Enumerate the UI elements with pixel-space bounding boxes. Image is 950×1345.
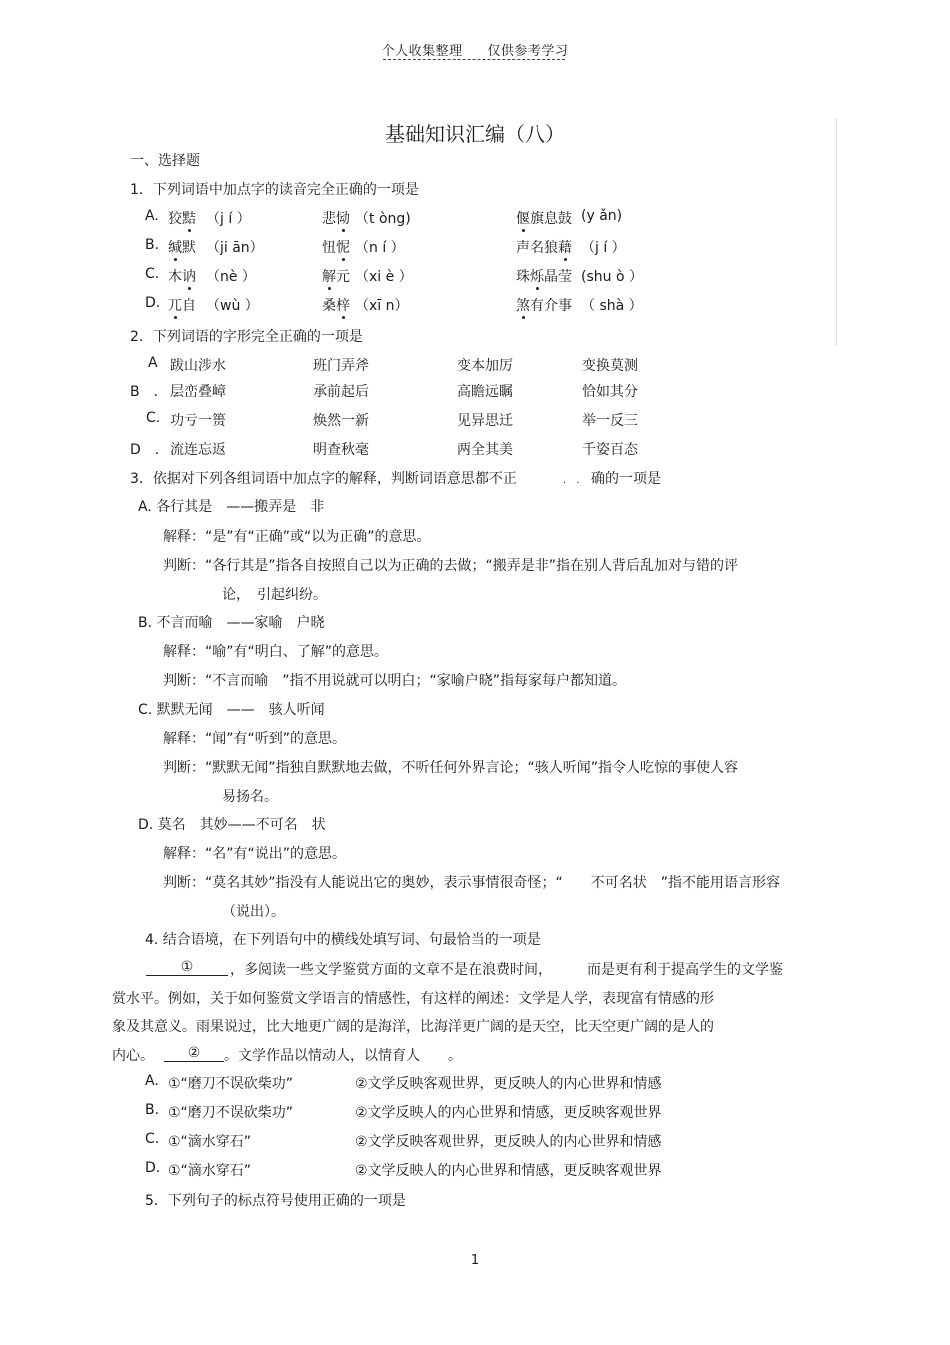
q3-option-d-head: D. 莫名 其妙——不可名 状: [138, 817, 326, 833]
page-header: [0, 40, 950, 59]
q3-option-d-explanation: 解释：“名”有“说出”的意思。: [163, 846, 347, 862]
q1-stem: 1．下列词语中加点字的读音完全正确的一项是: [130, 182, 419, 198]
q4-paragraph-line-3: 象及其意义。雨果说过，比大地更广阔的是海洋，比海洋更广阔的是天空，比天空更广阔的是人的: [112, 1019, 714, 1035]
q3-option-b-judgment: 判断：“不言而喻 ”指不用说就可以明白；“家喻户晓”指每家每户都知道。: [163, 673, 627, 689]
q3-option-d-judgment-cont: （说出）。: [222, 904, 285, 920]
q3-option-a-explanation: 解释：“是”有“正确”或“以为正确”的意思。: [163, 529, 431, 545]
q4-blank-2: ②: [164, 1045, 224, 1062]
section-heading: 一、选择题: [130, 153, 200, 169]
q3-option-d-judgment: 判断：“莫名其妙”指没有人能说出它的奥妙，表示事情很奇怪；“ 不可名状 ”指不能用语言形容: [163, 875, 781, 891]
q4-stem: 4. 结合语境，在下列语句中的横线处填写词、句最恰当的一项是: [145, 932, 541, 948]
document-title: 基础知识汇编（八）: [385, 122, 565, 146]
page-number: 1: [470, 1253, 480, 1268]
q4-paragraph-line-4-end: 。文学作品以情动人，以情育人 。: [224, 1048, 462, 1064]
header-left-text: 个人收集整理: [381, 44, 463, 59]
q4-paragraph-line-1: ，多阅读一些文学鉴赏方面的文章不是在浪费时间， 而是更有利于提高学生的文学鉴: [230, 962, 783, 978]
q4-blank-1: ①: [146, 959, 228, 976]
q3-option-a-head: A. 各行其是 ——搬弄是 非: [138, 499, 325, 515]
q3-option-c-judgment: 判断：“默默无闻”指独自默默地去做，不听任何外界言论；“骇人听闻”指令人吃惊的事使人容: [163, 760, 739, 776]
q3-option-c-head: C. 默默无闻 —— 骇人听闻: [138, 702, 325, 718]
q4-paragraph-line-2: 赏水平。例如，关于如何鉴赏文学语言的情感性，有这样的阐述：文学是人学，表现富有情感的形: [112, 991, 714, 1007]
header-right-text: 仅供参考学习: [487, 44, 569, 59]
q3-option-c-judgment-cont: 易扬名。: [222, 789, 278, 805]
q3-option-a-judgment-cont: 论， 引起纠纷。: [222, 587, 327, 603]
q2-stem: 2．下列词语的字形完全正确的一项是: [130, 329, 363, 345]
q3-option-c-explanation: 解释：“闻”有“听到”的意思。: [163, 731, 347, 747]
q3-option-a-judgment: 判断：“各行其是”指各自按照自己以为正确的去做；“搬弄是非”指在别人背后乱加对与错的评: [163, 558, 739, 574]
q5-stem: 5．下列句子的标点符号使用正确的一项是: [145, 1193, 406, 1209]
q3-option-b-explanation: 解释：“喻”有“明白、了解”的意思。: [163, 644, 389, 660]
q4-paragraph-line-4-start: 内心。: [112, 1048, 154, 1064]
q3-option-b-head: B. 不言而喻 ——家喻 户晓: [138, 615, 325, 631]
header-divider: [383, 59, 565, 60]
margin-line: [836, 118, 837, 346]
